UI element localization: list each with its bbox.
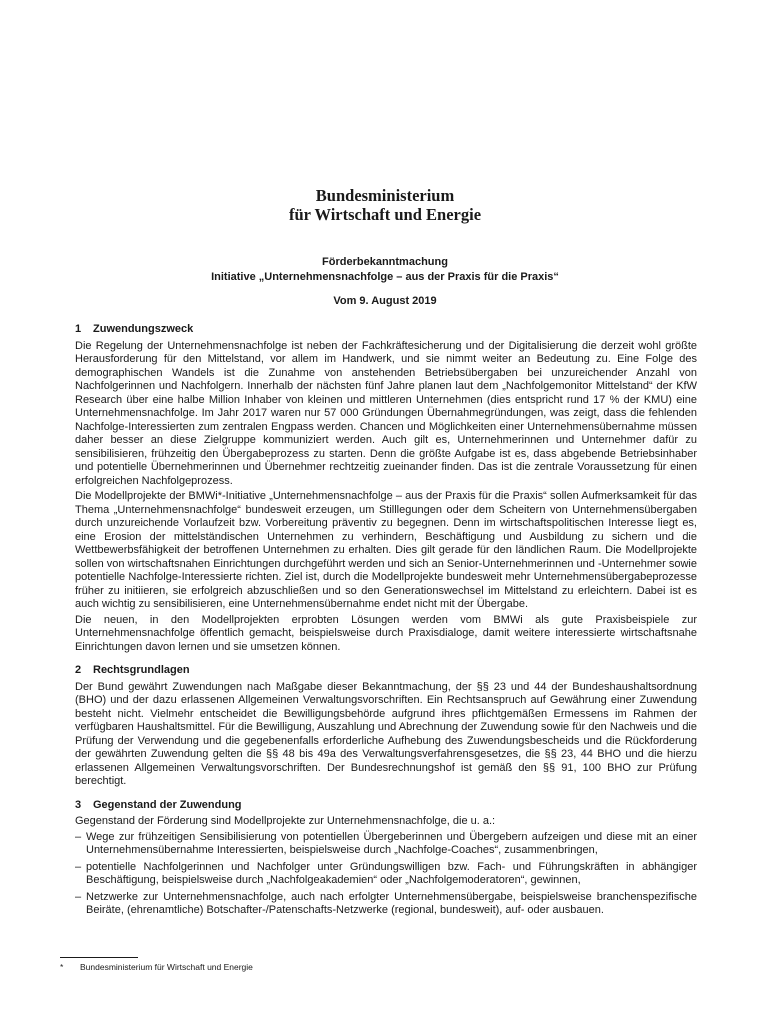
notice-date: Vom 9. August 2019	[333, 295, 437, 307]
paragraph: Die neuen, in den Modellprojekten erprobten Lösungen werden vom BMWi als gute Praxisbeispiele zur Unternehmensnachfolge öffentlich gemacht, beispielsweise durch Praxisdialoge, damit weitere interessierte wirtschaftsnahe Einrichtungen davon lernen und sie umsetzen können.	[75, 613, 697, 653]
list-item-text: Netzwerke zur Unternehmensnachfolge, auch nach erfolgter Unternehmensübergabe, beispielsweise branchenspezifische Beiräte, (ehrenamtliche) Botschafter-/Patenschafts-Netzwerke (regional, bundesweit), auf- oder ausbauen.	[86, 890, 697, 916]
list-item-text: potentielle Nachfolgerinnen und Nachfolger unter Gründungswilligen bzw. Fach- und Führungskräften in abhängiger Beschäftigung, beispielsweise durch „Nachfolgeakademien“ oder „Nachfolgemoderatoren“, gewinnen,	[86, 860, 697, 886]
section-number: 3	[75, 798, 82, 811]
dash-list	[75, 831, 697, 918]
list-item	[75, 891, 697, 918]
ministry-line-2: für Wirtschaft und Energie	[288, 205, 482, 224]
section-heading	[75, 663, 697, 678]
section-rechtsgrundlagen	[75, 663, 697, 789]
footnote-divider	[60, 957, 138, 958]
section-heading	[75, 798, 697, 813]
list-item	[75, 831, 697, 858]
notice-title: Initiative „Unternehmensnachfolge – aus der Praxis für die Praxis“	[211, 270, 559, 283]
paragraph: Gegenstand der Förderung sind Modellprojekte zur Unternehmensnachfolge, die u. a.:	[75, 815, 496, 827]
paragraph: Die Modellprojekte der BMWi*-Initiative „Unternehmensnachfolge – aus der Praxis für die Praxis“ sollen Aufmerksamkeit für das Thema „Unternehmensnachfolge“ bundesweit erzeugen, um Stilllegungen oder dem Scheitern von Unternehmensübergaben durch unzureichende Vorlaufzeit bzw. Vorbereitung präventiv zu begegnen. Denn im wirtschaftspolitischen Interesse liegt es, eine Erosion der mittelständischen Unternehmen zu verhindern, Beschäftigung und Ausbildung zu sichern und die Wettbewerbsfähigkeit der betroffenen Unternehmen zu erhalten. Dies gilt gerade für den ländlichen Raum. Die Modellprojekte sollen von wirtschaftsnahen Einrichtungen durchgeführt werden und sich an Senior-Unternehmerinnen und -Unternehmer sowie potentielle Nachfolge-Interessierte richten. Ziel ist, durch die Modellprojekte bundesweit mehr Unternehmensübergabeprozesse früher zu initiieren, sie erfolgreich abzuschließen und so den Generationswechsel im Mittelstand zu erleichtern. Dabei ist es auch wichtig zu sensibilisieren, eine Unternehmensübernahme endet nicht mit der Übergabe.	[75, 490, 697, 610]
section-title: Gegenstand der Zuwendung	[93, 798, 242, 811]
ministry-heading	[0, 186, 770, 224]
section-number: 1	[75, 323, 82, 335]
dash-bullet: –	[75, 830, 82, 843]
section-gegenstand	[75, 798, 697, 918]
ministry-line-1: Bundesministerium	[315, 186, 455, 205]
footnote-text: Bundesministerium für Wirtschaft und Energie	[80, 962, 253, 972]
list-item	[75, 861, 697, 888]
footnote	[60, 962, 253, 973]
footnote-mark: *	[60, 962, 64, 972]
document-body	[75, 322, 697, 927]
dash-bullet: –	[75, 860, 82, 873]
notice-heading	[0, 255, 770, 284]
section-title: Rechtsgrundlagen	[93, 664, 190, 676]
list-item-text: Wege zur frühzeitigen Sensibilisierung von potentiellen Übergeberinnen und Übergebern aufzeigen und diese mit an einer Unternehmensübernahme Interessierten, beispielsweise durch „Nachfolge-Coaches“, zusammenbringen,	[86, 830, 697, 856]
section-zuwendungszweck	[75, 322, 697, 654]
notice-type: Förderbekanntmachung	[322, 256, 448, 268]
section-title: Zuwendungszweck	[93, 323, 194, 335]
dash-bullet: –	[75, 890, 82, 903]
section-heading	[75, 322, 697, 337]
section-number: 2	[75, 664, 82, 676]
paragraph: Die Regelung der Unternehmensnachfolge ist neben der Fachkräftesicherung und der Digitalisierung die derzeit wohl größte Herausforderung für den Mittelstand, vor allem im Handwerk, und sie nimmt weiter an Bedeutung zu. Eine Folge des demographischen Wandels ist die Zunahme von anstehenden Betriebsübergaben bei unzureichender Anzahl von Nachfolgerinnen und Nachfolgern. Innerhalb der nächsten fünf Jahre planen laut dem „Nachfolgemonitor Mittelstand“ der KfW Research über eine halbe Million Inhaber von kleinen und mittleren Unternehmen (dies entspricht rund 17 % der KMU) eine Unternehmensnachfolge. Im Jahr 2017 waren nur 57 000 Gründungen Übernahmegründungen, was zeigt, dass die fehlenden Nachfolge-Interessierten zum zentralen Engpass werden. Chancen und Möglichkeiten einer Unternehmensübernahme müssen daher besser an diese Zielgruppe kommuniziert werden. Auch gilt es, Unternehmerinnen und Unternehmer dafür zu sensibilisieren, frühzeitig den Übergabeprozess zu starten. Denn die größte Aufgabe ist es, dass abgebende Betriebsinhaber und potentielle Übernehmerinnen und Übernehmer rechtzeitig zueinander finden. Das ist die zentrale Voraussetzung für einen erfolgreichen Nachfolgeprozess.	[75, 339, 697, 487]
paragraph: Der Bund gewährt Zuwendungen nach Maßgabe dieser Bekanntmachung, der §§ 23 und 44 der Bundeshaushaltsordnung (BHO) und der dazu erlassenen Allgemeinen Verwaltungsvorschriften. Ein Rechtsanspruch auf Gewährung einer Zuwendung besteht nicht. Vielmehr entscheidet die Bewilligungsbehörde aufgrund ihres pflichtgemäßen Ermessens im Rahmen der verfügbaren Haushaltsmittel. Für die Bewilligung, Auszahlung und Abrechnung der Zuwendung sowie für den Nachweis und die Prüfung der Verwendung und die gegebenenfalls erforderliche Aufhebung des Zuwendungsbescheids und die Rückforderung der gewährten Zuwendung gelten die §§ 48 bis 49a des Verwaltungsverfahrensgesetzes, die §§ 23, 44 BHO und die hierzu erlassenen Allgemeinen Verwaltungsvorschriften. Der Bundesrechnungshof ist gemäß den §§ 91, 100 BHO zur Prüfung berechtigt.	[75, 680, 697, 787]
